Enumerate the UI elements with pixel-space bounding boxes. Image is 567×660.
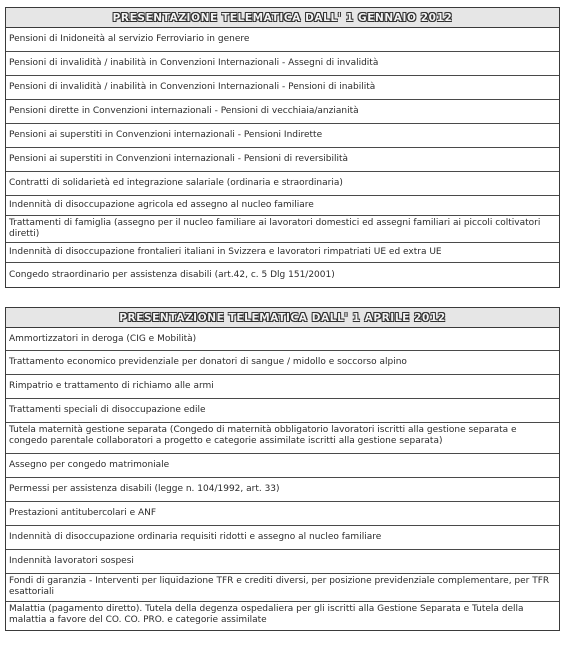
list-item: Indennità lavoratori sospesi	[6, 550, 559, 574]
list-item: Ammortizzatori in deroga (CIG e Mobilità)	[6, 328, 559, 351]
section-gennaio-2012	[5, 7, 560, 288]
list-item: Indennità di disoccupazione agricola ed assegno al nucleo familiare	[6, 196, 559, 216]
list-item: Indennità di disoccupazione frontalieri italiani in Svizzera e lavoratori rimpatriati UE ed extra UE	[6, 243, 559, 263]
list-item: Pensioni di invalidità / inabilità in Convenzioni Internazionali - Assegni di invalidità	[6, 52, 559, 76]
list-item: Assegno per congedo matrimoniale	[6, 454, 559, 478]
list-item: Malattia (pagamento diretto). Tutela della degenza ospedaliera per gli iscritti alla Gestione Separata e Tutela della malattia a favore del CO. CO. PRO. e categorie assimilate	[9, 604, 524, 625]
list-item: Pensioni di invalidità / inabilità in Convenzioni Internazionali - Pensioni di inabilità	[6, 76, 559, 100]
list-item: Pensioni ai superstiti in Convenzioni internazionali - Pensioni Indirette	[6, 124, 559, 148]
list-item: Trattamento economico previdenziale per donatori di sangue / midollo e soccorso alpino	[6, 351, 559, 375]
list-item: Rimpatrio e trattamento di richiamo alle armi	[6, 375, 559, 399]
list-item: Permessi per assistenza disabili (legge n. 104/1992, art. 33)	[6, 478, 559, 502]
list-item: Pensioni di Inidoneità al servizio Ferroviario in genere	[6, 28, 559, 52]
section-header	[6, 8, 559, 28]
section-title: PRESENTAZIONE TELEMATICA DALL' 1 GENNAIO 2012	[112, 11, 453, 24]
list-item: Trattamenti speciali di disoccupazione edile	[6, 399, 559, 423]
list-item: Congedo straordinario per assistenza disabili (art.42, c. 5 Dlg 151/2001)	[9, 269, 335, 280]
section-header	[6, 308, 559, 328]
list-item: Contratti di solidarietà ed integrazione salariale (ordinaria e straordinaria)	[6, 172, 559, 196]
list-item: Trattamenti di famiglia (assegno per il nucleo familiare ai lavoratori domestici ed assegni familiari ai piccoli coltivatori diretti)	[6, 216, 559, 243]
list-item: Fondi di garanzia - Interventi per liquidazione TFR e crediti diversi, per posizione previdenziale complementare, per TFR esattoriali	[6, 574, 559, 602]
list-item: Pensioni ai superstiti in Convenzioni internazionali - Pensioni di reversibilità	[6, 148, 559, 172]
section-aprile-2012	[5, 307, 560, 631]
list-item: Pensioni dirette in Convenzioni internazionali - Pensioni di vecchiaia/anzianità	[6, 100, 559, 124]
section-title: PRESENTAZIONE TELEMATICA DALL' 1 APRILE 2012	[119, 311, 446, 324]
list-item: Indennità di disoccupazione ordinaria requisiti ridotti e assegno al nucleo familiare	[6, 526, 559, 550]
list-item: Prestazioni antitubercolari e ANF	[6, 502, 559, 526]
list-item: Tutela maternità gestione separata (Congedo di maternità obbligatorio lavoratori iscritti alla gestione separata e congedo parentale collaboratori a progetto e categorie assimilate iscritti alla gestione separata)	[6, 423, 559, 454]
